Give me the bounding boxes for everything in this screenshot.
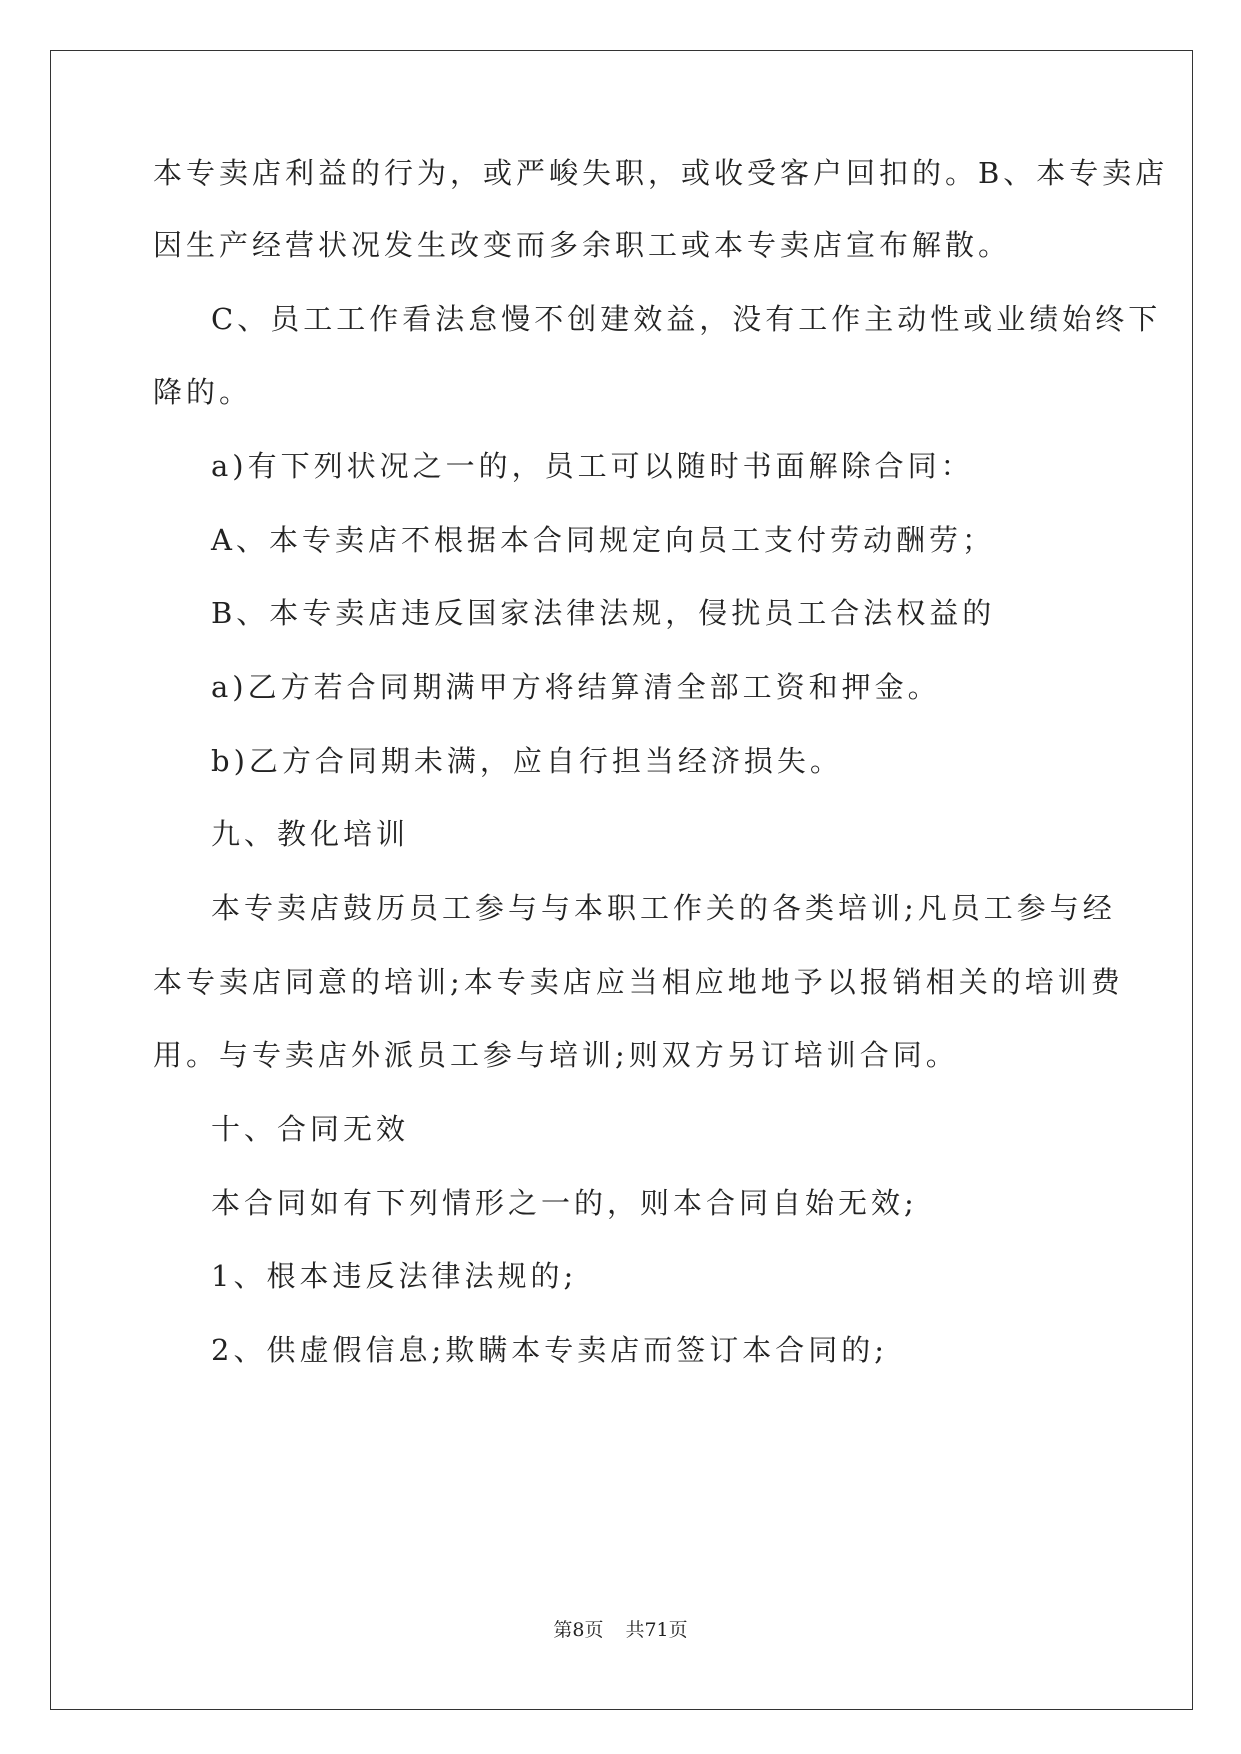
text-line: 1、根本违反法律法规的; xyxy=(211,1259,578,1293)
text-line: 本专卖店利益的行为，或严峻失职，或收受客户回扣的。B、本专卖店 xyxy=(153,156,1169,190)
text-line: 2、供虚假信息;欺瞒本专卖店而签订本合同的; xyxy=(211,1333,888,1367)
text-line: 本专卖店同意的培训;本专卖店应当相应地地予以报销相关的培训费 xyxy=(153,965,1124,999)
page-number: 第8页 xyxy=(553,1619,604,1641)
text-line: 本专卖店鼓历员工参与与本职工作关的各类培训;凡员工参与经 xyxy=(211,891,1116,925)
text-line: C、员工工作看法怠慢不创建效益，没有工作主动性或业绩始终下 xyxy=(211,302,1162,336)
text-line: 因生产经营状况发生改变而多余职工或本专卖店宣布解散。 xyxy=(153,228,1012,262)
section-heading: 十、合同无效 xyxy=(211,1112,410,1146)
text-line: a)有下列状况之一的，员工可以随时书面解除合同： xyxy=(211,449,974,483)
page-total: 共71页 xyxy=(625,1619,688,1641)
text-line: B、本专卖店违反国家法律法规，侵扰员工合法权益的 xyxy=(211,596,996,630)
text-line: a)乙方若合同期满甲方将结算清全部工资和押金。 xyxy=(211,670,941,704)
text-line: 降的。 xyxy=(153,375,253,409)
text-line: 本合同如有下列情形之一的，则本合同自始无效; xyxy=(211,1186,918,1220)
text-line: A、本专卖店不根据本合同规定向员工支付劳动酬劳； xyxy=(211,523,995,557)
text-line: b)乙方合同期未满，应自行担当经济损失。 xyxy=(211,744,843,778)
section-heading: 九、教化培训 xyxy=(211,817,410,851)
page-footer xyxy=(0,1618,1241,1642)
text-line: 用。与专卖店外派员工参与培训;则双方另订培训合同。 xyxy=(153,1038,959,1072)
